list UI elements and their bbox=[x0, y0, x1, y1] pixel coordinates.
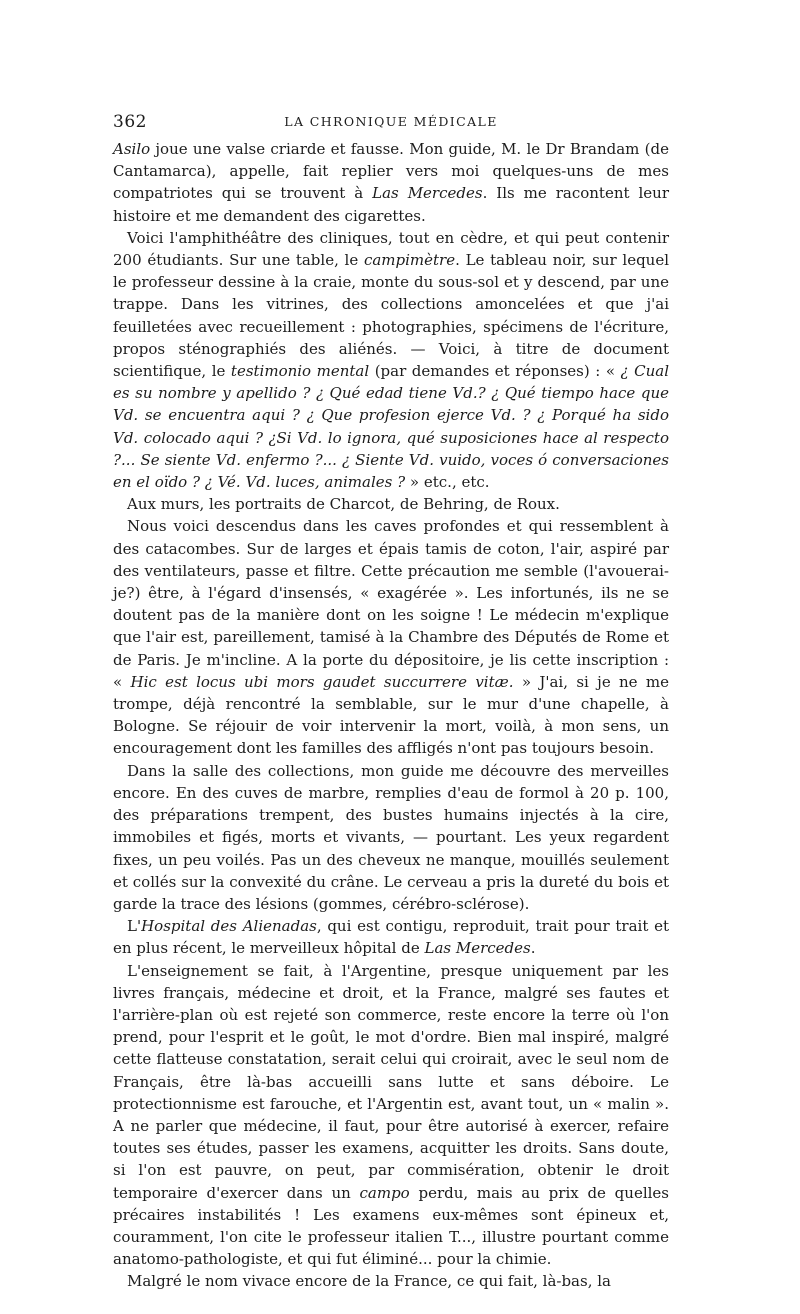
text-segment: perdu, mais au prix de quelles précaires instabilités ! Les examens eux-mêmes sont épineux et, couramment, l'on cite le professeur italien T..., illustre pourtant comme anatomo-pathologiste, et qui fut éliminé... pour la chimie. bbox=[113, 1183, 669, 1269]
paragraph bbox=[113, 227, 669, 493]
book-page bbox=[113, 112, 669, 1293]
italic-text: Hic est locus ubi mors gaudet succurrere vitæ. bbox=[130, 672, 514, 691]
italic-text: campo bbox=[359, 1183, 410, 1202]
paragraph bbox=[113, 1270, 669, 1292]
text-segment: joue une valse criarde et fausse. Mon guide, M. le Dr Brandam (de Cantamarca), appelle, fait replier vers moi quelques-uns de mes compatriotes qui se trouvent à bbox=[113, 140, 669, 203]
body-text bbox=[113, 138, 669, 1293]
italic-text: ¿ Cual es su nombre y apellido ? ¿ Qué edad tiene Vd.? ¿ Qué tiempo hace que Vd. se encuentra aqui ? ¿ Que profesion ejerce Vd. ? ¿ Porqué ha sido Vd. colocado aqui ? ¿Si Vd. lo ignora, qué suposiciones hace al respecto ?... Se siente Vd. enfermo ?... ¿ Siente Vd. vuido, voces ó conversaciones en el oïdo ? ¿ Vé. Vd. luces, animales ? bbox=[113, 362, 669, 492]
paragraph bbox=[113, 960, 669, 1271]
paragraph bbox=[113, 493, 669, 515]
text-segment: . bbox=[530, 939, 536, 958]
italic-text: Las Mercedes bbox=[372, 184, 483, 203]
text-segment: » J'ai, si je ne me trompe, déjà rencontré la semblable, sur le mur d'une chapelle, à Bologne. Se réjouir de voir intervenir la mort, voilà, à mon sens, un encouragement dont les familles des affligés n'ont pas toujours besoin. bbox=[113, 672, 670, 758]
text-segment: (par demandes et réponses) : « bbox=[369, 362, 621, 381]
text-segment: Voici l'amphithéâtre des cliniques, tout en cèdre, et qui peut contenir 200 étudiants. Sur une table, le bbox=[113, 228, 669, 270]
paragraph bbox=[113, 760, 669, 915]
paragraph bbox=[113, 915, 669, 959]
text-segment: Dans la salle des collections, mon guide me découvre des merveilles encore. En des cuves de marbre, remplies d'eau de formol à 20 p. 100, des préparations trempent, des bustes humains injectés à la cire, immobiles et figés, morts et vivants, — pourtant. Les yeux regardent fixes, un peu voilés. Pas un des cheveux ne manque, mouillés seulement et collés sur la convexité du crâne. Le cerveau a pris la dureté du bois et garde la trace des lésions (gommes, cérébro-sclérose). bbox=[113, 761, 669, 913]
paragraph bbox=[113, 138, 669, 227]
italic-text: campimètre bbox=[363, 251, 456, 270]
italic-text: Las Mercedes bbox=[424, 939, 531, 958]
page-header bbox=[113, 112, 669, 136]
text-segment: Aux murs, les portraits de Charcot, de Behring, de Roux. bbox=[127, 495, 560, 514]
text-segment: L' bbox=[127, 917, 142, 936]
italic-text: testimonio mental bbox=[230, 362, 370, 381]
text-segment: L'enseignement se fait, à l'Argentine, presque uniquement par les livres français, médecine et droit, et la France, malgré ses fautes et l'arrière-plan où est rejeté son commerce, reste encore la terre où l'on prend, pour l'esprit et le goût, le mot d'ordre. Bien mal inspiré, malgré cette flatteuse constatation, serait celui qui croirait, avec le seul nom de Français, être là-bas accueilli sans lutte et sans déboire. Le protectionnisme est farouche, et l'Argentin est, avant tout, un « malin ». A ne parler que médecine, il faut, pour être autorisé à exercer, refaire toutes ses études, passer les examens, acquitter les droits. Sans doute, si l'on est pauvre, on peut, par commisération, obtenir le droit temporaire d'exercer dans un bbox=[113, 961, 669, 1202]
text-segment: . Le tableau noir, sur lequel le professeur dessine à la craie, monte du sous-sol et y descend, par une trappe. Dans les vitrines, des collections amoncelées et que j'ai feuilletées avec recueillement : photographies, spécimens de l'écriture, propos sténographiés des aliénés. — Voici, à titre de document scientifique, le bbox=[113, 251, 670, 381]
text-segment: Nous voici descendus dans les caves profondes et qui ressemblent à des catacombes. Sur de larges et épais tamis de coton, l'air, aspiré par des ventilateurs, passe et filtre. Cette précaution me semble (l'avouerai-je?) être, à l'égard d'insensés, « exagérée ». Les infortunés, ils ne se doutent pas de la manière dont on les soigne ! Le médecin m'explique que l'air est, pareillement, tamisé à la Chambre des Députés de Rome et de Paris. Je m'incline. A la porte du dépositoire, je lis cette inscription : « bbox=[113, 517, 669, 691]
running-title: LA CHRONIQUE MÉDICALE bbox=[284, 114, 498, 129]
italic-text: Hospital des Alienadas bbox=[141, 917, 317, 936]
text-segment: » etc., etc. bbox=[405, 473, 490, 492]
text-segment: , qui est contigu, reproduit, trait pour trait et en plus récent, le merveilleux hôpital de bbox=[113, 917, 669, 958]
paragraph bbox=[113, 515, 669, 759]
text-segment: Malgré le nom vivace encore de la France, ce qui fait, là-bas, la bbox=[127, 1272, 611, 1291]
page-number: 362 bbox=[113, 112, 147, 132]
text-segment: . Ils me racontent leur histoire et me demandent des cigarettes. bbox=[113, 184, 669, 225]
italic-text: Asilo bbox=[113, 140, 151, 158]
